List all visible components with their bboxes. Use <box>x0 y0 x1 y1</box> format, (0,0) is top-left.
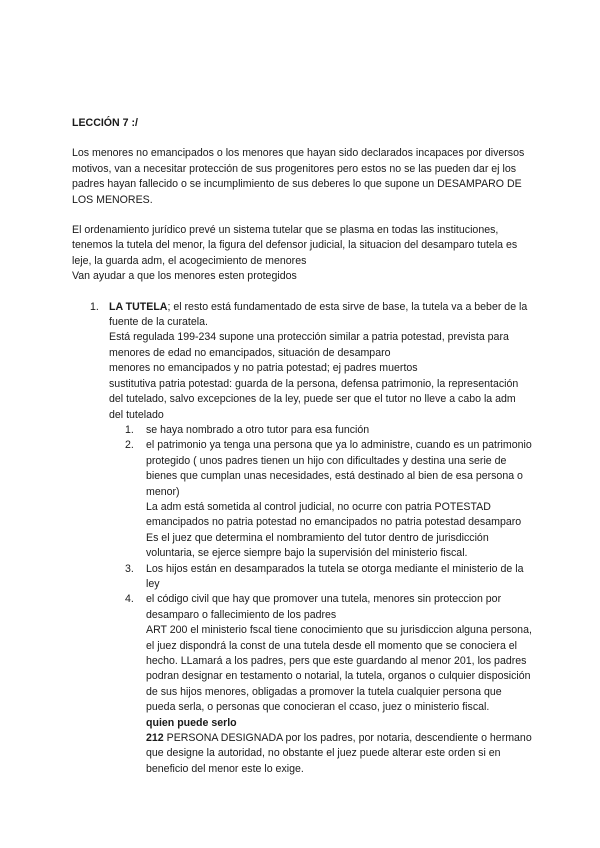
list-item-tutela <box>72 300 532 778</box>
ayudar-paragraph: Van ayudar a que los menores esten protegidos <box>72 270 297 283</box>
main-list <box>72 300 532 778</box>
juez-paragraph: Es el juez que determina el nombramiento del tutor dentro de jurisdicción voluntaria, se ejerce siempre bajo la supervisión del ministerio fiscal. <box>146 531 489 560</box>
sub-number: 2. <box>125 439 134 452</box>
sub-item-text: el código civil que hay que promover una tutela, menores sin proteccion por desamparo o fallecimiento de los padres <box>146 593 502 621</box>
sub-number: 3. <box>125 562 134 575</box>
sub-item-2 <box>109 438 532 561</box>
intro-paragraph: Los menores no emancipados o los menores que hayan sido declarados incapaces por diversos motivos, van a necesitar protección de sus progenitores pero estos no se las pueden dar ej los padres hayan fallecido o se incumplimiento de sus deberes lo que supone un DESAMPARO DE LOS MENORES. <box>72 147 525 206</box>
tutela-sustitutiva: sustitutiva patria potestad: guarda de la persona, defensa patrimonio, la representación del tutelado, salvo excepciones de la ley, puede ser que el tutor no lleve a cabo la adm del tutelado <box>109 377 519 421</box>
adm-paragraph: La adm está sometida al control judicial, no ocurre con patria POTESTAD emancipados no patria potestad no emancipados no patria potestad desamparo <box>146 500 522 529</box>
quien-heading-text: quien puede serlo <box>146 716 237 729</box>
tutela-menores: menores no emancipados y no patria potestad; ej padres muertos <box>109 362 418 375</box>
art200-paragraph: ART 200 el ministerio fscal tiene conocimiento que su jurisdiccion alguna persona, el juez dispondrá la const de una tutela desde ell momento que se conociera el hecho. LLamará a los padres, pers que este guardando al menor 201, los padres podran designar en testamento o notarial, la tutela, organos o culquier disposición de sus hijos menores, obligadas a promover la tutela cualquier persona que pueda serla, o personas que conocieran el ccaso, juez o ministerio fiscal. <box>146 624 532 714</box>
sub-item-text: el patrimonio ya tenga una persona que ya lo administre, cuando es un patrimonio protegido ( unos padres tienen un hijo con dificultades y destina una serie de bienes que cumplan unas necesidades, está destinado al bien de esa persona o menor) <box>146 439 532 498</box>
tutela-lead <box>109 300 532 331</box>
sub-item-text: Los hijos están en desamparados la tutela se otorga mediante el ministerio de la ley <box>146 562 524 590</box>
tutela-heading: LA TUTELA <box>109 300 168 313</box>
sub-list <box>109 423 532 777</box>
sub-item-4 <box>109 592 532 777</box>
sub-number: 1. <box>125 423 134 436</box>
sub-number: 4. <box>125 593 134 606</box>
art212-text: PERSONA DESIGNADA por los padres, por notaria, descendiente o hermano que designe la autoridad, no obstante el juez puede alterar este orden si en beneficio del menor este lo exige. <box>146 732 532 775</box>
document-body <box>72 116 532 777</box>
sub-item-1 <box>109 423 532 438</box>
tutela-regulada: Está regulada 199-234 supone una protección similar a patria potestad, prevista para menores de edad no emancipados, situación de desamparo <box>109 331 509 359</box>
art212-paragraph <box>146 731 532 777</box>
quien-heading <box>146 716 532 731</box>
sub-item-text: se haya nombrado a otro tutor para esa función <box>146 423 370 436</box>
ordenamiento-paragraph: El ordenamiento jurídico prevé un sistema tutelar que se plasma en todas las instituciones, tenemos la tutela del menor, la figura del defensor judicial, la situacion del desamparo tutela es leje, la guarda adm, el acogecimiento de menores <box>72 224 518 267</box>
list-number: 1. <box>90 300 99 313</box>
tutela-lead-text: ; el resto está fundamentado de esta sirve de base, la tutela va a beber de la fuente de la curatela. <box>109 300 528 329</box>
sub-item-3 <box>109 562 532 593</box>
page-title: LECCIÓN 7 :/ <box>72 117 138 129</box>
art212-number: 212 <box>146 732 164 745</box>
